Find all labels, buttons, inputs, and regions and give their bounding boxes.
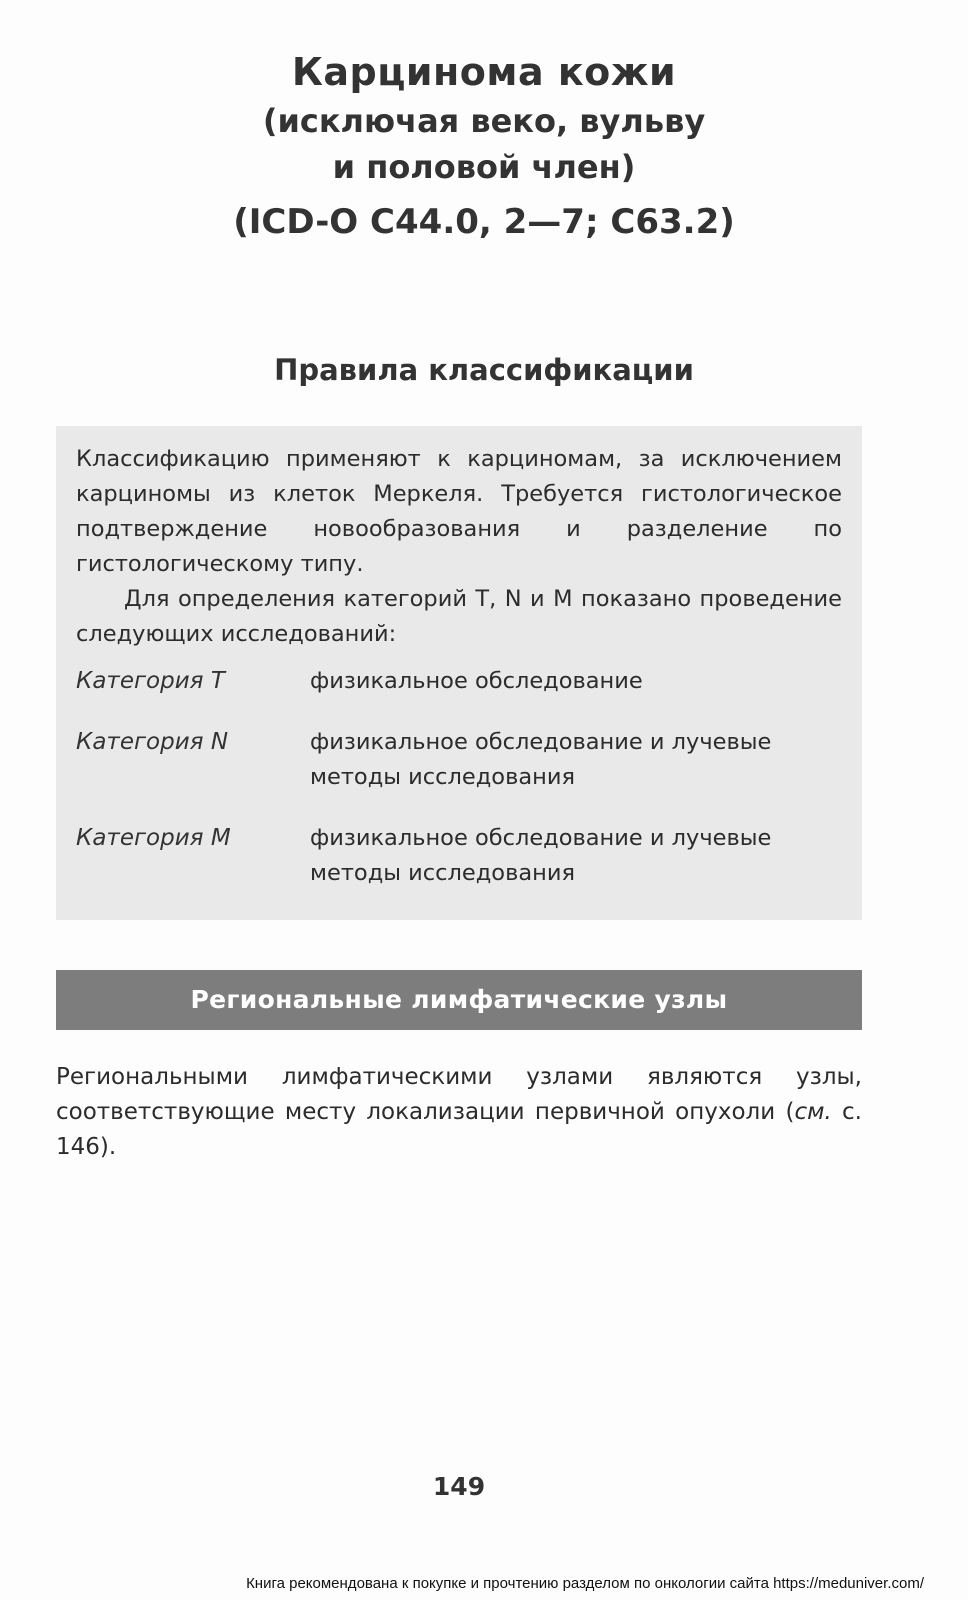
category-description: физикальное обследование xyxy=(310,668,643,694)
lymph-nodes-heading: Региональные лимфатические узлы xyxy=(56,970,862,1030)
category-row-t xyxy=(76,664,842,699)
rules-paragraph-1: Классификацию применяют к карциномам, за исключением карциномы из клеток Меркеля. Требуется гистологическое подтверждение новообразования и разделение по гистологическому типу. xyxy=(76,446,842,577)
lymph-text-italic: см. xyxy=(794,1099,832,1125)
rules-box xyxy=(56,426,862,920)
lymph-text-end: с. 146). xyxy=(56,1099,862,1160)
category-label: Категория M xyxy=(76,825,231,851)
category-row-m xyxy=(76,821,842,891)
rules-heading: Правила классификации xyxy=(274,353,694,387)
icd-code: (ICD-O C44.0, 2—7; C63.2) xyxy=(233,202,735,242)
lymph-text-main: Региональными лимфатическими узлами являются узлы, соответствующие месту локализации первичной опухоли ( xyxy=(56,1064,862,1125)
footer-note: Книга рекомендована к покупке и прочтению разделом по онкологии сайта https://meduniver.com/ xyxy=(246,1575,924,1592)
title-subtitle-line-1: (исключая веко, вульву xyxy=(262,102,706,140)
category-description: физикальное обследование и лучевые методы исследования xyxy=(310,825,772,886)
rules-paragraph-2: Для определения категорий T, N и M показано проведение следующих исследований: xyxy=(76,586,842,647)
title-subtitle-line-2: и половой член) xyxy=(332,148,636,186)
title-main: Карцинома кожи xyxy=(291,50,677,94)
category-row-n xyxy=(76,725,842,795)
category-description: физикальное обследование и лучевые методы исследования xyxy=(310,729,772,790)
page-number: 149 xyxy=(432,1472,486,1501)
chapter-title xyxy=(0,46,968,248)
category-label: Категория N xyxy=(76,729,229,755)
lymph-nodes-paragraph xyxy=(56,1060,862,1165)
category-label: Категория T xyxy=(76,668,225,694)
